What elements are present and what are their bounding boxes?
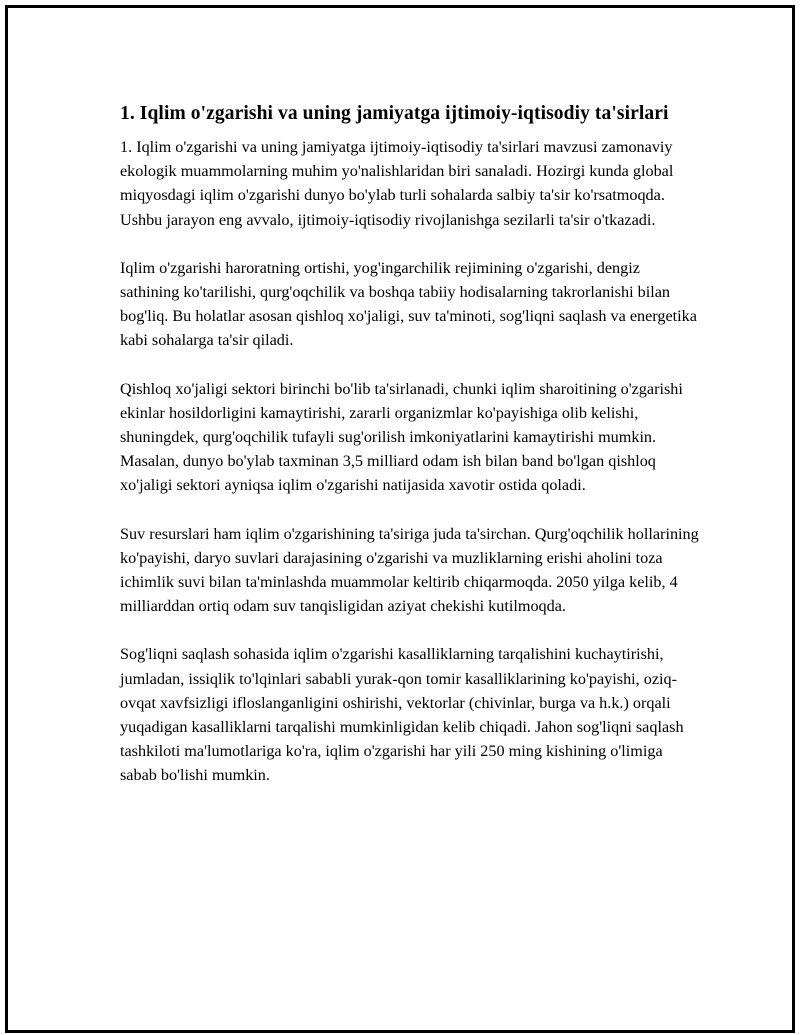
document-body xyxy=(120,100,700,812)
paragraph-agriculture: Qishloq xo'jaligi sektori birinchi bo'lib ta'sirlanadi, chunki iqlim sharoitining o'zgarishi ekinlar hosildorligini kamaytirishi, zararli organizmlar ko'payishiga olib kelishi, shuningdek, qurg'oqchilik tufayli sug'orilish imkoniyatlarini kamaytirishi mumkin. Masalan, dunyo bo'ylab taxminan 3,5 milliard odam ish bilan band bo'lgan qishloq xo'jaligi sektori ayniqsa iqlim o'zgarishi natijasida xavotir ostida qoladi. xyxy=(120,379,683,495)
paragraph-intro: 1. Iqlim o'zgarishi va uning jamiyatga ijtimoiy-iqtisodiy ta'sirlari mavzusi zamonaviy ekologik muammolarning muhim yo'nalishlaridan biri sanaladi. Hozirgi kunda global miqyosdagi iqlim o'zgarishi dunyo bo'ylab turli sohalarda salbiy ta'sir ko'rsatmoqda. Ushbu jarayon eng avvalo, ijtimoiy-iqtisodiy rivojlanishga sezilarli ta'sir o'tkazadi. xyxy=(120,138,674,229)
document-title: 1. Iqlim o'zgarishi va uning jamiyatga ijtimoiy-iqtisodiy ta'sirlari xyxy=(120,103,669,124)
paragraph-water-resources: Suv resurslari ham iqlim o'zgarishining ta'siriga juda ta'sirchan. Qurg'oqchilik hollarining ko'payishi, daryo suvlari darajasining o'zgarishi va muzliklarning erishi aholini toza ichimlik suvi bilan ta'minlashda muammolar keltirib chiqarmoqda. 2050 yilga kelib, 4 milliarddan ortiq odam suv tanqisligidan aziyat chekishi kutilmoqda. xyxy=(120,524,699,616)
paragraph-health: Sog'liqni saqlash sohasida iqlim o'zgarishi kasalliklarning tarqalishini kuchaytirishi, jumladan, issiqlik to'lqinlari sababli yurak-qon tomir kasalliklarining ko'payishi, oziq-ovqat xavfsizligi ifloslanganligini oshirishi, vektorlar (chivinlar, burga va h.k.) orqali yuqadigan kasalliklarni tarqalishi mumkinligidan kelib chiqadi. Jahon sog'liqni saqlash tashkiloti ma'lumotlariga ko'ra, iqlim o'zgarishi har yili 250 ming kishining o'limiga sabab bo'lishi mumkin. xyxy=(120,645,684,785)
page-border xyxy=(5,5,795,1033)
paragraph-climate-factors: Iqlim o'zgarishi haroratning ortishi, yog'ingarchilik rejimining o'zgarishi, dengiz sathining ko'tarilishi, qurg'oqchilik va boshqa tabiiy hodisalarning takrorlanishi bilan bog'liq. Bu holatlar asosan qishloq xo'jaligi, suv ta'minoti, sog'liqni saqlash va energetika kabi sohalarga ta'sir qiladi. xyxy=(120,258,697,350)
